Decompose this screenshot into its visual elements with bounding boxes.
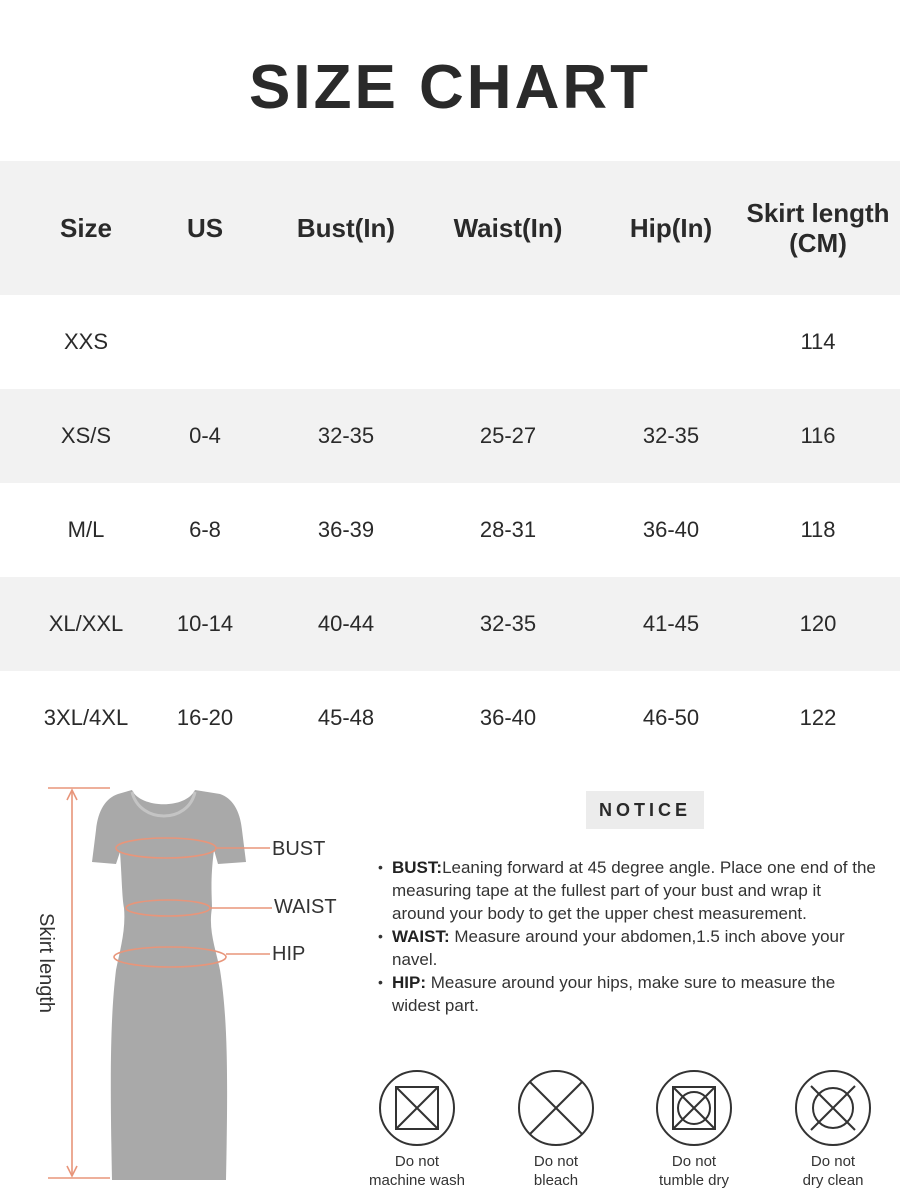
table-row	[0, 671, 900, 765]
cell-size: XS/S	[60, 423, 112, 448]
care-item	[496, 1068, 616, 1190]
table-row	[0, 295, 900, 389]
care-label: Do not bleach	[533, 1153, 579, 1189]
header-waist: Waist(In)	[453, 213, 563, 243]
size-table	[0, 161, 900, 765]
cell-size: XL/XXL	[48, 611, 124, 636]
care-item	[357, 1068, 477, 1190]
page-title: SIZE CHART	[249, 53, 651, 122]
cell-waist: 28-31	[479, 517, 537, 542]
list-item	[376, 971, 876, 1017]
table-row	[0, 389, 900, 483]
notice-list	[376, 856, 876, 1017]
care-item	[773, 1068, 893, 1190]
cell-us: 16-20	[176, 705, 234, 730]
cell-skirt-length: 120	[799, 611, 837, 636]
notice-text: Leaning forward at 45 degree angle. Place one end of the measuring tape at the fullest part of your bust and wrap it around your body to get the upper chest measurement.	[392, 858, 876, 923]
notice-text: Measure around your abdomen,1.5 inch above your navel.	[392, 927, 845, 969]
cell-hip: 46-50	[642, 705, 700, 730]
header-hip: Hip(In)	[629, 213, 713, 243]
cell-us: 0-4	[189, 423, 221, 448]
no-dry-clean-icon	[793, 1068, 873, 1148]
hip-label: HIP	[272, 943, 306, 965]
notice-text: Measure around your hips, make sure to measure the widest part.	[392, 973, 836, 1015]
cell-size: M/L	[67, 517, 105, 542]
cell-us: 6-8	[189, 517, 221, 542]
header-size: Size	[59, 213, 113, 243]
notice-key: HIP:	[392, 973, 426, 992]
care-label: Do not machine wash	[369, 1153, 465, 1189]
cell-size: XXS	[63, 329, 109, 354]
cell-us: 10-14	[176, 611, 234, 636]
cell-bust: 36-39	[317, 517, 375, 542]
skirt-length-label: Skirt length	[35, 913, 57, 1014]
notice-heading: NOTICE	[586, 791, 704, 829]
list-item	[376, 856, 876, 925]
notice-key: BUST:	[392, 858, 443, 877]
cell-hip: 32-35	[642, 423, 700, 448]
header-skirt-length: Skirt length (CM)	[746, 198, 890, 258]
cell-skirt-length: 114	[800, 329, 836, 354]
cell-hip: 36-40	[642, 517, 700, 542]
dress-measurement-figure	[0, 780, 380, 1200]
waist-label: WAIST	[274, 896, 337, 918]
no-tumble-dry-icon	[654, 1068, 734, 1148]
list-item	[376, 925, 876, 971]
cell-waist: 36-40	[479, 705, 537, 730]
header-bust: Bust(In)	[296, 213, 396, 243]
cell-bust: 32-35	[317, 423, 375, 448]
cell-skirt-length: 122	[799, 705, 837, 730]
cell-waist: 32-35	[479, 611, 537, 636]
care-label: Do not tumble dry	[658, 1153, 730, 1189]
cell-waist: 25-27	[479, 423, 537, 448]
cell-bust: 45-48	[317, 705, 375, 730]
table-row	[0, 577, 900, 671]
care-label: Do not dry clean	[802, 1153, 864, 1189]
cell-skirt-length: 118	[800, 517, 836, 542]
no-machine-wash-icon	[377, 1068, 457, 1148]
care-item	[634, 1068, 754, 1190]
cell-size: 3XL/4XL	[43, 705, 129, 730]
no-bleach-icon	[516, 1068, 596, 1148]
cell-hip: 41-45	[642, 611, 700, 636]
header-us: US	[186, 213, 224, 243]
cell-bust: 40-44	[317, 611, 375, 636]
notice-key: WAIST:	[392, 927, 450, 946]
cell-skirt-length: 116	[800, 423, 836, 448]
bust-label: BUST	[272, 838, 326, 860]
table-header-row	[0, 161, 900, 295]
table-row	[0, 483, 900, 577]
